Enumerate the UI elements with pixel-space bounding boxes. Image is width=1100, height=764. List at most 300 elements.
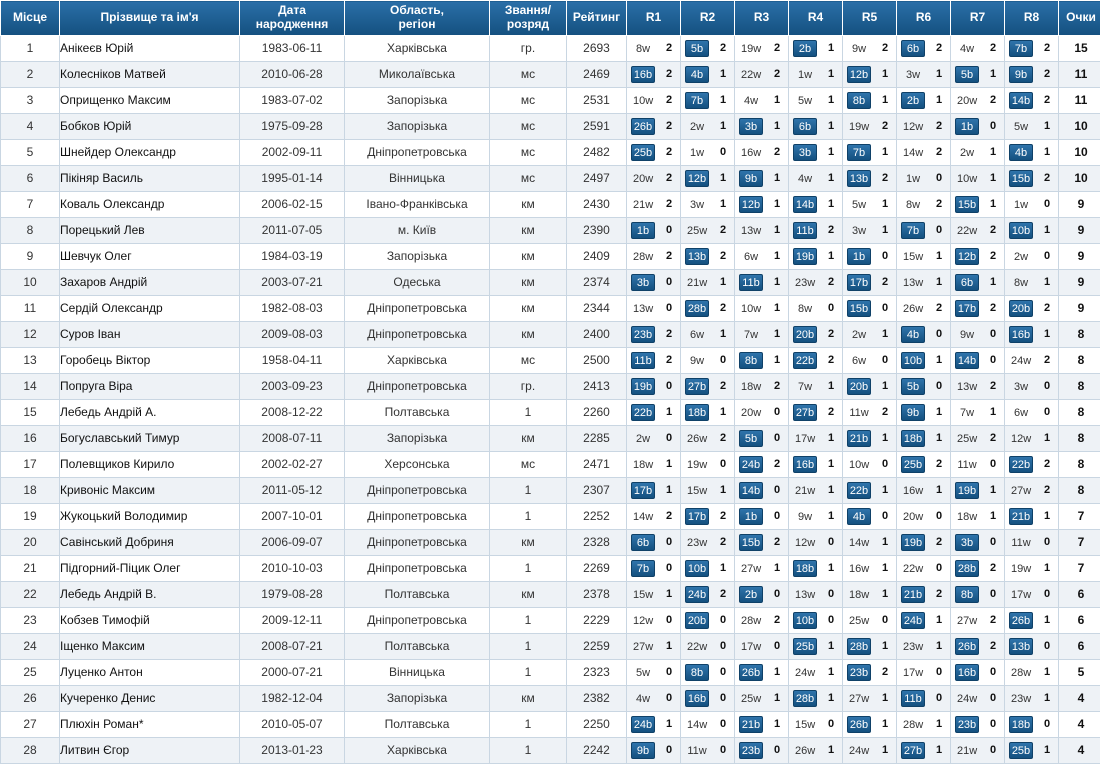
opponent-badge[interactable]: 11w [955, 456, 979, 473]
opponent-badge[interactable]: 1w [901, 170, 925, 187]
opponent-badge[interactable]: 26w [793, 742, 817, 759]
opponent-badge[interactable]: 20b [793, 326, 817, 343]
opponent-badge[interactable]: 27b [685, 378, 709, 395]
cell-player-name[interactable]: Шевчук Олег [60, 243, 240, 269]
round-result: 2 [986, 92, 1000, 109]
opponent-badge[interactable]: 5w [793, 92, 817, 109]
round-result: 1 [878, 92, 892, 109]
opponent-badge[interactable]: 19b [631, 378, 655, 395]
opponent-badge[interactable]: 15b [739, 534, 763, 551]
opponent-badge[interactable]: 3w [847, 222, 871, 239]
opponent-badge[interactable]: 18b [685, 404, 709, 421]
opponent-badge[interactable]: 6w [1009, 404, 1033, 421]
opponent-badge[interactable]: 5w [847, 196, 871, 213]
cell-title: мс [490, 113, 567, 139]
opponent-badge[interactable]: 5w [1009, 118, 1033, 135]
cell-player-name[interactable]: Горобець Віктор [60, 347, 240, 373]
opponent-badge[interactable]: 17b [631, 482, 655, 499]
opponent-badge[interactable]: 11w [685, 742, 709, 759]
opponent-badge[interactable]: 27w [847, 690, 871, 707]
opponent-badge[interactable]: 2b [901, 92, 925, 109]
opponent-badge[interactable]: 9b [631, 742, 655, 759]
opponent-badge[interactable]: 21w [685, 274, 709, 291]
opponent-badge[interactable]: 11w [847, 404, 871, 421]
opponent-badge[interactable]: 22w [901, 560, 925, 577]
opponent-badge[interactable]: 12b [847, 66, 871, 83]
opponent-badge[interactable]: 21b [739, 716, 763, 733]
opponent-badge[interactable]: 16w [739, 144, 763, 161]
opponent-badge[interactable]: 8b [685, 664, 709, 681]
opponent-badge[interactable]: 10w [631, 92, 655, 109]
cell-round-4 [789, 113, 843, 139]
cell-round-2 [681, 139, 735, 165]
opponent-badge[interactable]: 14w [847, 534, 871, 551]
opponent-badge[interactable]: 15b [847, 300, 871, 317]
round-result: 0 [932, 222, 946, 239]
opponent-badge[interactable]: 4w [739, 92, 763, 109]
opponent-badge[interactable]: 18w [739, 378, 763, 395]
opponent-badge[interactable]: 8b [739, 352, 763, 369]
cell-birthdate: 2006-02-15 [240, 191, 345, 217]
opponent-badge[interactable]: 26b [955, 638, 979, 655]
round-result: 0 [662, 430, 676, 447]
opponent-badge[interactable]: 19b [901, 534, 925, 551]
opponent-badge[interactable]: 1b [739, 508, 763, 525]
opponent-badge[interactable]: 23b [955, 716, 979, 733]
opponent-badge[interactable]: 8w [631, 40, 655, 57]
opponent-badge[interactable]: 4w [631, 690, 655, 707]
column-header-round-6[interactable]: R6 [897, 1, 951, 36]
opponent-badge[interactable]: 23w [1009, 690, 1033, 707]
column-header-name[interactable]: Прізвище та ім'я [60, 1, 240, 36]
opponent-badge[interactable]: 26w [685, 430, 709, 447]
opponent-badge[interactable]: 7w [739, 326, 763, 343]
opponent-badge[interactable]: 26b [739, 664, 763, 681]
opponent-badge[interactable]: 19w [739, 40, 763, 57]
opponent-badge[interactable]: 8w [1009, 274, 1033, 291]
opponent-badge[interactable]: 1w [685, 144, 709, 161]
opponent-badge[interactable]: 16b [793, 456, 817, 473]
opponent-badge[interactable]: 19w [847, 118, 871, 135]
cell-player-name[interactable]: Жукоцький Володимир [60, 503, 240, 529]
opponent-badge[interactable]: 20w [739, 404, 763, 421]
opponent-badge[interactable]: 9b [739, 170, 763, 187]
opponent-badge[interactable]: 25w [955, 430, 979, 447]
opponent-badge[interactable]: 19b [955, 482, 979, 499]
opponent-badge[interactable]: 20w [955, 92, 979, 109]
column-header-round-5[interactable]: R5 [843, 1, 897, 36]
cell-player-name[interactable]: Кобзев Тимофій [60, 607, 240, 633]
column-header-round-8[interactable]: R8 [1005, 1, 1059, 36]
opponent-badge[interactable]: 22w [685, 638, 709, 655]
opponent-badge[interactable]: 21b [901, 586, 925, 603]
opponent-badge[interactable]: 2w [631, 430, 655, 447]
round-result: 2 [932, 144, 946, 161]
round-result: 0 [1040, 196, 1054, 213]
opponent-badge[interactable]: 9b [901, 404, 925, 421]
opponent-badge[interactable]: 18b [793, 560, 817, 577]
opponent-badge[interactable]: 11w [1009, 534, 1033, 551]
opponent-badge[interactable]: 22w [739, 66, 763, 83]
opponent-badge[interactable]: 21b [847, 430, 871, 447]
opponent-badge[interactable]: 28b [955, 560, 979, 577]
opponent-badge[interactable]: 15w [901, 248, 925, 265]
opponent-badge[interactable]: 1b [955, 118, 979, 135]
column-header-round-3[interactable]: R3 [735, 1, 789, 36]
opponent-badge[interactable]: 17b [955, 300, 979, 317]
opponent-badge[interactable]: 20b [685, 612, 709, 629]
opponent-badge[interactable]: 9w [685, 352, 709, 369]
cell-player-name[interactable]: Литвин Єгор [60, 737, 240, 763]
opponent-badge[interactable]: 9w [847, 40, 871, 57]
opponent-badge[interactable]: 7b [1009, 40, 1033, 57]
cell-player-name[interactable]: Сердій Олександр [60, 295, 240, 321]
opponent-badge[interactable]: 16w [847, 560, 871, 577]
opponent-badge[interactable]: 27w [1009, 482, 1033, 499]
opponent-badge[interactable]: 15w [631, 586, 655, 603]
opponent-badge[interactable]: 14w [631, 508, 655, 525]
cell-player-name[interactable]: Суров Іван [60, 321, 240, 347]
opponent-badge[interactable]: 24w [793, 664, 817, 681]
opponent-badge[interactable]: 12b [685, 170, 709, 187]
column-header-round-7[interactable]: R7 [951, 1, 1005, 36]
opponent-badge[interactable]: 3w [1009, 378, 1033, 395]
opponent-badge[interactable]: 15w [685, 482, 709, 499]
opponent-badge[interactable]: 18w [955, 508, 979, 525]
column-header-round-4[interactable]: R4 [789, 1, 843, 36]
opponent-badge[interactable]: 5b [685, 40, 709, 57]
opponent-badge[interactable]: 4b [685, 66, 709, 83]
opponent-badge[interactable]: 28w [631, 248, 655, 265]
opponent-badge[interactable]: 7b [847, 144, 871, 161]
cell-round-2 [681, 295, 735, 321]
opponent-badge[interactable]: 15w [793, 716, 817, 733]
cell-player-name[interactable]: Лебедь Андрій А. [60, 399, 240, 425]
opponent-badge[interactable]: 4w [793, 170, 817, 187]
cell-player-name[interactable]: Кривоніс Максим [60, 477, 240, 503]
opponent-badge[interactable]: 14b [1009, 92, 1033, 109]
opponent-badge[interactable]: 23b [739, 742, 763, 759]
opponent-badge[interactable]: 17w [901, 664, 925, 681]
cell-place: 20 [1, 529, 60, 555]
opponent-badge[interactable]: 12b [955, 248, 979, 265]
opponent-badge[interactable]: 13w [901, 274, 925, 291]
opponent-badge[interactable]: 13w [739, 222, 763, 239]
opponent-badge[interactable]: 20b [1009, 300, 1033, 317]
opponent-badge[interactable]: 15b [955, 196, 979, 213]
column-header-region[interactable] [345, 1, 490, 36]
opponent-badge[interactable]: 23b [631, 326, 655, 343]
opponent-badge[interactable]: 20w [631, 170, 655, 187]
opponent-badge[interactable]: 22b [1009, 456, 1033, 473]
opponent-badge[interactable]: 6b [793, 118, 817, 135]
opponent-badge[interactable]: 6w [685, 326, 709, 343]
opponent-badge[interactable]: 6b [901, 40, 925, 57]
opponent-badge[interactable]: 24b [739, 456, 763, 473]
cell-player-name[interactable]: Пікіняр Василь [60, 165, 240, 191]
opponent-badge[interactable]: 11b [739, 274, 763, 291]
opponent-badge[interactable]: 13b [685, 248, 709, 265]
opponent-badge[interactable]: 18w [631, 456, 655, 473]
opponent-badge[interactable]: 25b [901, 456, 925, 473]
opponent-badge[interactable]: 13b [847, 170, 871, 187]
opponent-badge[interactable]: 24b [685, 586, 709, 603]
opponent-badge[interactable]: 28b [685, 300, 709, 317]
cell-round-7 [951, 321, 1005, 347]
round-result: 1 [770, 248, 784, 265]
opponent-badge[interactable]: 12w [631, 612, 655, 629]
opponent-badge[interactable]: 12w [1009, 430, 1033, 447]
round-result: 0 [932, 560, 946, 577]
opponent-badge[interactable]: 6w [739, 248, 763, 265]
opponent-badge[interactable]: 21w [631, 196, 655, 213]
opponent-badge[interactable]: 23w [685, 534, 709, 551]
opponent-badge[interactable]: 21w [793, 482, 817, 499]
opponent-badge[interactable]: 4b [1009, 144, 1033, 161]
opponent-badge[interactable]: 19w [685, 456, 709, 473]
opponent-badge[interactable]: 4w [955, 40, 979, 57]
opponent-badge[interactable]: 14w [901, 144, 925, 161]
opponent-badge[interactable]: 22w [955, 222, 979, 239]
opponent-badge[interactable]: 24w [955, 690, 979, 707]
round-pairing [793, 39, 838, 58]
opponent-badge[interactable]: 18b [901, 430, 925, 447]
opponent-badge[interactable]: 11b [793, 222, 817, 239]
cell-player-name[interactable]: Колесніков Матвей [60, 61, 240, 87]
opponent-badge[interactable]: 26b [631, 118, 655, 135]
opponent-badge[interactable]: 2w [847, 326, 871, 343]
opponent-badge[interactable]: 17b [685, 508, 709, 525]
cell-player-name[interactable]: Богуславський Тимур [60, 425, 240, 451]
opponent-badge[interactable]: 10b [1009, 222, 1033, 239]
opponent-badge[interactable]: 8b [847, 92, 871, 109]
opponent-badge[interactable]: 21b [1009, 508, 1033, 525]
opponent-badge[interactable]: 5b [901, 378, 925, 395]
opponent-badge[interactable]: 26b [1009, 612, 1033, 629]
opponent-badge[interactable]: 11b [901, 690, 925, 707]
opponent-badge[interactable]: 17w [793, 430, 817, 447]
opponent-badge[interactable]: 2w [685, 118, 709, 135]
opponent-badge[interactable]: 26w [901, 300, 925, 317]
opponent-badge[interactable]: 20w [901, 508, 925, 525]
opponent-badge[interactable]: 24b [901, 612, 925, 629]
opponent-badge[interactable]: 4b [847, 508, 871, 525]
column-header-title[interactable] [490, 1, 567, 36]
round-pairing [955, 143, 1000, 162]
opponent-badge[interactable]: 27w [631, 638, 655, 655]
opponent-badge[interactable]: 21w [955, 742, 979, 759]
opponent-badge[interactable]: 8w [793, 300, 817, 317]
cell-place: 12 [1, 321, 60, 347]
column-header-round-1[interactable]: R1 [627, 1, 681, 36]
opponent-badge[interactable]: 3w [901, 66, 925, 83]
opponent-badge[interactable]: 28w [1009, 664, 1033, 681]
opponent-badge[interactable]: 22b [847, 482, 871, 499]
cell-player-name[interactable]: Плюхін Роман* [60, 711, 240, 737]
opponent-badge[interactable]: 24b [631, 716, 655, 733]
opponent-badge[interactable]: 16b [631, 66, 655, 83]
opponent-badge[interactable]: 28w [901, 716, 925, 733]
opponent-badge[interactable]: 20b [847, 378, 871, 395]
opponent-badge[interactable]: 7b [685, 92, 709, 109]
opponent-badge[interactable]: 6b [631, 534, 655, 551]
opponent-badge[interactable]: 23b [847, 664, 871, 681]
opponent-badge[interactable]: 2w [1009, 248, 1033, 265]
cell-round-6 [897, 321, 951, 347]
cell-player-name[interactable]: Підгорний-Піцик Олег [60, 555, 240, 581]
opponent-badge[interactable]: 2w [955, 144, 979, 161]
opponent-badge[interactable]: 14b [955, 352, 979, 369]
round-result: 2 [932, 196, 946, 213]
opponent-badge[interactable]: 5b [955, 66, 979, 83]
opponent-badge[interactable]: 28w [739, 612, 763, 629]
opponent-badge[interactable]: 13w [631, 300, 655, 317]
cell-points: 4 [1059, 711, 1100, 737]
opponent-badge[interactable]: 9w [955, 326, 979, 343]
opponent-badge[interactable]: 24w [847, 742, 871, 759]
opponent-badge[interactable]: 13w [955, 378, 979, 395]
opponent-badge[interactable]: 14b [793, 196, 817, 213]
column-header-points[interactable]: Очки [1059, 1, 1100, 36]
column-header-birthdate[interactable] [240, 1, 345, 36]
opponent-badge[interactable]: 10w [739, 300, 763, 317]
opponent-badge[interactable]: 4b [901, 326, 925, 343]
opponent-badge[interactable]: 9w [793, 508, 817, 525]
opponent-badge[interactable]: 17w [739, 638, 763, 655]
opponent-badge[interactable]: 18b [1009, 716, 1033, 733]
opponent-badge[interactable]: 25b [1009, 742, 1033, 759]
opponent-badge[interactable]: 17b [847, 274, 871, 291]
opponent-badge[interactable]: 1b [847, 248, 871, 265]
opponent-badge[interactable]: 24w [1009, 352, 1033, 369]
opponent-badge[interactable]: 17w [1009, 586, 1033, 603]
opponent-badge[interactable]: 7w [793, 378, 817, 395]
cell-player-name[interactable]: Бобков Юрій [60, 113, 240, 139]
opponent-badge[interactable]: 3b [793, 144, 817, 161]
opponent-badge[interactable]: 1w [793, 66, 817, 83]
opponent-badge[interactable]: 1b [631, 222, 655, 239]
opponent-badge[interactable]: 7b [901, 222, 925, 239]
opponent-badge[interactable]: 25b [793, 638, 817, 655]
opponent-badge[interactable]: 19w [1009, 560, 1033, 577]
opponent-badge[interactable]: 10b [793, 612, 817, 629]
opponent-badge[interactable]: 16b [955, 664, 979, 681]
opponent-badge[interactable]: 27b [793, 404, 817, 421]
opponent-badge[interactable]: 3b [631, 274, 655, 291]
opponent-badge[interactable]: 23w [901, 638, 925, 655]
opponent-badge[interactable]: 1w [1009, 196, 1033, 213]
opponent-badge[interactable]: 8w [901, 196, 925, 213]
opponent-badge[interactable]: 13w [793, 586, 817, 603]
opponent-badge[interactable]: 5b [739, 430, 763, 447]
cell-round-8 [1005, 685, 1059, 711]
opponent-badge[interactable]: 7b [631, 560, 655, 577]
round-result: 1 [1040, 274, 1054, 291]
cell-player-name[interactable]: Кучеренко Денис [60, 685, 240, 711]
opponent-badge[interactable]: 28b [847, 638, 871, 655]
cell-player-name[interactable]: Коваль Олександр [60, 191, 240, 217]
cell-player-name[interactable]: Захаров Андрій [60, 269, 240, 295]
column-header-place[interactable]: Місце [1, 1, 60, 36]
round-result: 1 [824, 196, 838, 213]
cell-round-4 [789, 529, 843, 555]
opponent-badge[interactable]: 16w [901, 482, 925, 499]
opponent-badge[interactable]: 8b [955, 586, 979, 603]
cell-player-name[interactable]: Полевщиков Кирило [60, 451, 240, 477]
opponent-badge[interactable]: 10b [685, 560, 709, 577]
opponent-badge[interactable]: 26b [847, 716, 871, 733]
cell-player-name[interactable]: Луценко Антон [60, 659, 240, 685]
opponent-badge[interactable]: 13b [1009, 638, 1033, 655]
opponent-badge[interactable]: 9b [1009, 66, 1033, 83]
opponent-badge[interactable]: 2b [739, 586, 763, 603]
opponent-badge[interactable]: 25b [631, 144, 655, 161]
column-header-rating[interactable]: Рейтинг [567, 1, 627, 36]
opponent-badge[interactable]: 2b [793, 40, 817, 57]
cell-round-6 [897, 295, 951, 321]
opponent-badge[interactable]: 25w [685, 222, 709, 239]
cell-player-name[interactable]: Попруга Віра [60, 373, 240, 399]
cell-player-name[interactable]: Лебедь Андрій В. [60, 581, 240, 607]
cell-player-name[interactable]: Оприщенко Максим [60, 87, 240, 113]
opponent-badge[interactable]: 14w [685, 716, 709, 733]
cell-player-name[interactable]: Порецький Лев [60, 217, 240, 243]
opponent-badge[interactable]: 25w [739, 690, 763, 707]
opponent-badge[interactable]: 25w [847, 612, 871, 629]
opponent-badge[interactable]: 27w [739, 560, 763, 577]
round-pairing [685, 39, 730, 58]
opponent-badge[interactable]: 10b [901, 352, 925, 369]
opponent-badge[interactable]: 18w [847, 586, 871, 603]
round-pairing [955, 351, 1000, 370]
cell-region: Запорізька [345, 87, 490, 113]
opponent-badge[interactable]: 3b [739, 118, 763, 135]
round-result: 0 [986, 690, 1000, 707]
cell-player-name[interactable]: Савінський Добриня [60, 529, 240, 555]
opponent-badge[interactable]: 15b [1009, 170, 1033, 187]
opponent-badge[interactable]: 10w [955, 170, 979, 187]
round-result: 1 [662, 482, 676, 499]
opponent-badge[interactable]: 6b [955, 274, 979, 291]
opponent-badge[interactable]: 23w [793, 274, 817, 291]
opponent-badge[interactable]: 16b [685, 690, 709, 707]
opponent-badge[interactable]: 7w [955, 404, 979, 421]
opponent-badge[interactable]: 10w [847, 456, 871, 473]
cell-player-name[interactable]: Анікеєв Юрій [60, 35, 240, 61]
opponent-badge[interactable]: 27b [901, 742, 925, 759]
opponent-badge[interactable]: 27w [955, 612, 979, 629]
opponent-badge[interactable]: 5w [631, 664, 655, 681]
cell-player-name[interactable]: Іщенко Максим [60, 633, 240, 659]
opponent-badge[interactable]: 22b [793, 352, 817, 369]
opponent-badge[interactable]: 12w [793, 534, 817, 551]
opponent-badge[interactable]: 3b [955, 534, 979, 551]
table-row [1, 607, 1100, 633]
opponent-badge[interactable]: 22b [631, 404, 655, 421]
cell-player-name[interactable]: Шнейдер Олександр [60, 139, 240, 165]
opponent-badge[interactable]: 28b [793, 690, 817, 707]
column-header-round-2[interactable]: R2 [681, 1, 735, 36]
opponent-badge[interactable]: 11b [631, 352, 655, 369]
round-result: 0 [662, 534, 676, 551]
opponent-badge[interactable]: 12w [901, 118, 925, 135]
opponent-badge[interactable]: 14b [739, 482, 763, 499]
opponent-badge[interactable]: 3w [685, 196, 709, 213]
opponent-badge[interactable]: 6w [847, 352, 871, 369]
opponent-badge[interactable]: 16b [1009, 326, 1033, 343]
opponent-badge[interactable]: 12b [739, 196, 763, 213]
opponent-badge[interactable]: 19b [793, 248, 817, 265]
